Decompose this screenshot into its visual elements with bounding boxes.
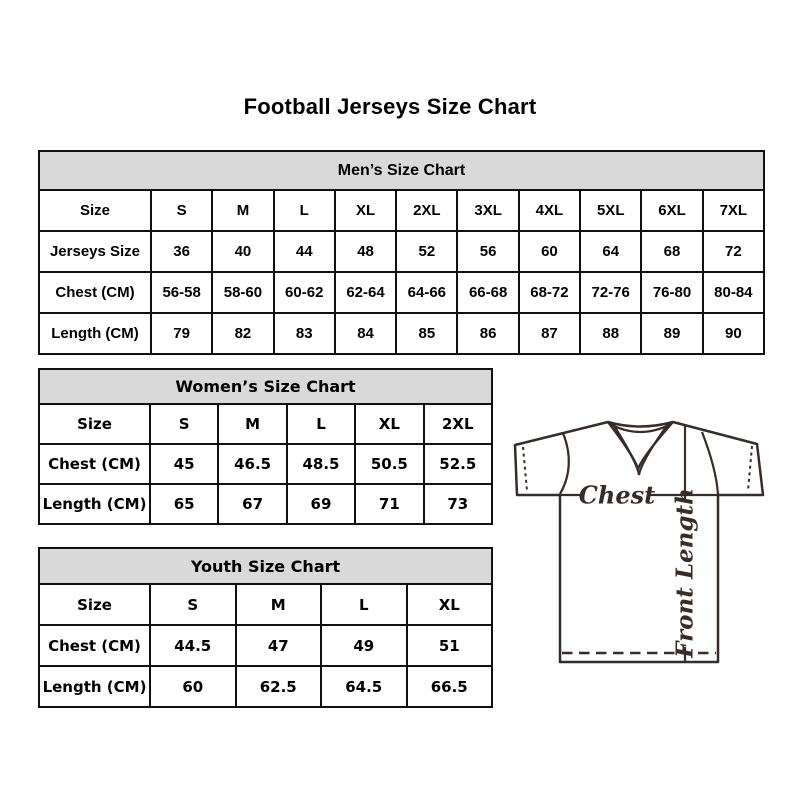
value-cell: 44.5 bbox=[150, 625, 236, 666]
mens-size-chart-table bbox=[38, 150, 765, 355]
jersey-outline bbox=[515, 422, 763, 662]
value-cell: 62.5 bbox=[236, 666, 322, 707]
value-cell: 58-60 bbox=[212, 272, 273, 313]
row-label-cell: Chest (CM) bbox=[39, 625, 150, 666]
value-cell: 72 bbox=[703, 231, 764, 272]
column-header-row bbox=[39, 190, 764, 231]
value-cell: 85 bbox=[396, 313, 457, 354]
value-cell: 90 bbox=[703, 313, 764, 354]
value-cell: 48.5 bbox=[287, 444, 355, 484]
table-title-row bbox=[39, 151, 764, 190]
value-cell: 60 bbox=[519, 231, 580, 272]
row-label-cell: Size bbox=[39, 584, 150, 625]
column-header-row bbox=[39, 404, 492, 444]
value-cell: 84 bbox=[335, 313, 396, 354]
column-header-cell: 5XL bbox=[580, 190, 641, 231]
row-label-cell: Size bbox=[39, 190, 151, 231]
right-armhole-seam bbox=[702, 432, 718, 494]
value-cell: 66-68 bbox=[457, 272, 518, 313]
row-label-cell: Length (CM) bbox=[39, 666, 150, 707]
value-cell: 82 bbox=[212, 313, 273, 354]
value-cell: 64-66 bbox=[396, 272, 457, 313]
table-row bbox=[39, 444, 492, 484]
value-cell: 49 bbox=[321, 625, 407, 666]
table-title: Men’s Size Chart bbox=[39, 151, 764, 190]
value-cell: 62-64 bbox=[335, 272, 396, 313]
table-title-row bbox=[39, 548, 492, 584]
column-header-cell: 4XL bbox=[519, 190, 580, 231]
value-cell: 68-72 bbox=[519, 272, 580, 313]
row-label-cell: Chest (CM) bbox=[39, 272, 151, 313]
value-cell: 45 bbox=[150, 444, 218, 484]
value-cell: 60 bbox=[150, 666, 236, 707]
value-cell: 69 bbox=[287, 484, 355, 524]
column-header-cell: XL bbox=[335, 190, 396, 231]
value-cell: 36 bbox=[151, 231, 212, 272]
column-header-cell: 2XL bbox=[396, 190, 457, 231]
row-label-cell: Chest (CM) bbox=[39, 444, 150, 484]
row-label-cell: Length (CM) bbox=[39, 313, 151, 354]
value-cell: 79 bbox=[151, 313, 212, 354]
column-header-cell: 3XL bbox=[457, 190, 518, 231]
page-title: Football Jerseys Size Chart bbox=[243, 94, 537, 119]
table-row bbox=[39, 666, 492, 707]
value-cell: 83 bbox=[274, 313, 335, 354]
column-header-cell: 7XL bbox=[703, 190, 764, 231]
column-header-cell: S bbox=[150, 584, 236, 625]
value-cell: 52.5 bbox=[424, 444, 492, 484]
value-cell: 73 bbox=[424, 484, 492, 524]
column-header-cell: L bbox=[321, 584, 407, 625]
row-label-cell: Jerseys Size bbox=[39, 231, 151, 272]
value-cell: 64 bbox=[580, 231, 641, 272]
value-cell: 47 bbox=[236, 625, 322, 666]
column-header-cell: 6XL bbox=[641, 190, 702, 231]
column-header-cell: L bbox=[274, 190, 335, 231]
value-cell: 68 bbox=[641, 231, 702, 272]
row-label-cell: Length (CM) bbox=[39, 484, 150, 524]
column-header-row bbox=[39, 584, 492, 625]
column-header-cell: M bbox=[212, 190, 273, 231]
value-cell: 87 bbox=[519, 313, 580, 354]
value-cell: 46.5 bbox=[218, 444, 286, 484]
value-cell: 50.5 bbox=[355, 444, 423, 484]
table-row bbox=[39, 484, 492, 524]
table-row bbox=[39, 272, 764, 313]
chest-label: Chest bbox=[578, 480, 656, 510]
table-row bbox=[39, 231, 764, 272]
value-cell: 88 bbox=[580, 313, 641, 354]
value-cell: 65 bbox=[150, 484, 218, 524]
column-header-cell: M bbox=[218, 404, 286, 444]
column-header-cell: XL bbox=[355, 404, 423, 444]
jersey-diagram-svg bbox=[500, 410, 775, 675]
table-title: Women’s Size Chart bbox=[39, 369, 492, 404]
value-cell: 86 bbox=[457, 313, 518, 354]
value-cell: 56-58 bbox=[151, 272, 212, 313]
value-cell: 76-80 bbox=[641, 272, 702, 313]
table-title: Youth Size Chart bbox=[39, 548, 492, 584]
womens-size-chart-table bbox=[38, 368, 493, 525]
value-cell: 72-76 bbox=[580, 272, 641, 313]
column-header-cell: S bbox=[151, 190, 212, 231]
column-header-cell: L bbox=[287, 404, 355, 444]
table-row bbox=[39, 313, 764, 354]
youth-size-chart-table bbox=[38, 547, 493, 708]
jersey-measurement-diagram bbox=[500, 410, 775, 675]
row-label-cell: Size bbox=[39, 404, 150, 444]
value-cell: 67 bbox=[218, 484, 286, 524]
value-cell: 80-84 bbox=[703, 272, 764, 313]
column-header-cell: S bbox=[150, 404, 218, 444]
value-cell: 64.5 bbox=[321, 666, 407, 707]
column-header-cell: M bbox=[236, 584, 322, 625]
value-cell: 71 bbox=[355, 484, 423, 524]
table-row bbox=[39, 625, 492, 666]
value-cell: 56 bbox=[457, 231, 518, 272]
value-cell: 89 bbox=[641, 313, 702, 354]
value-cell: 51 bbox=[407, 625, 493, 666]
right-cuff-stitch-dashes bbox=[748, 446, 752, 491]
value-cell: 60-62 bbox=[274, 272, 335, 313]
table-title-row bbox=[39, 369, 492, 404]
front-length-label: Front Length bbox=[671, 488, 699, 658]
left-cuff-stitch-dashes bbox=[523, 447, 527, 491]
value-cell: 40 bbox=[212, 231, 273, 272]
column-header-cell: 2XL bbox=[424, 404, 492, 444]
value-cell: 44 bbox=[274, 231, 335, 272]
left-armhole-seam bbox=[560, 433, 569, 494]
value-cell: 48 bbox=[335, 231, 396, 272]
value-cell: 66.5 bbox=[407, 666, 493, 707]
column-header-cell: XL bbox=[407, 584, 493, 625]
value-cell: 52 bbox=[396, 231, 457, 272]
